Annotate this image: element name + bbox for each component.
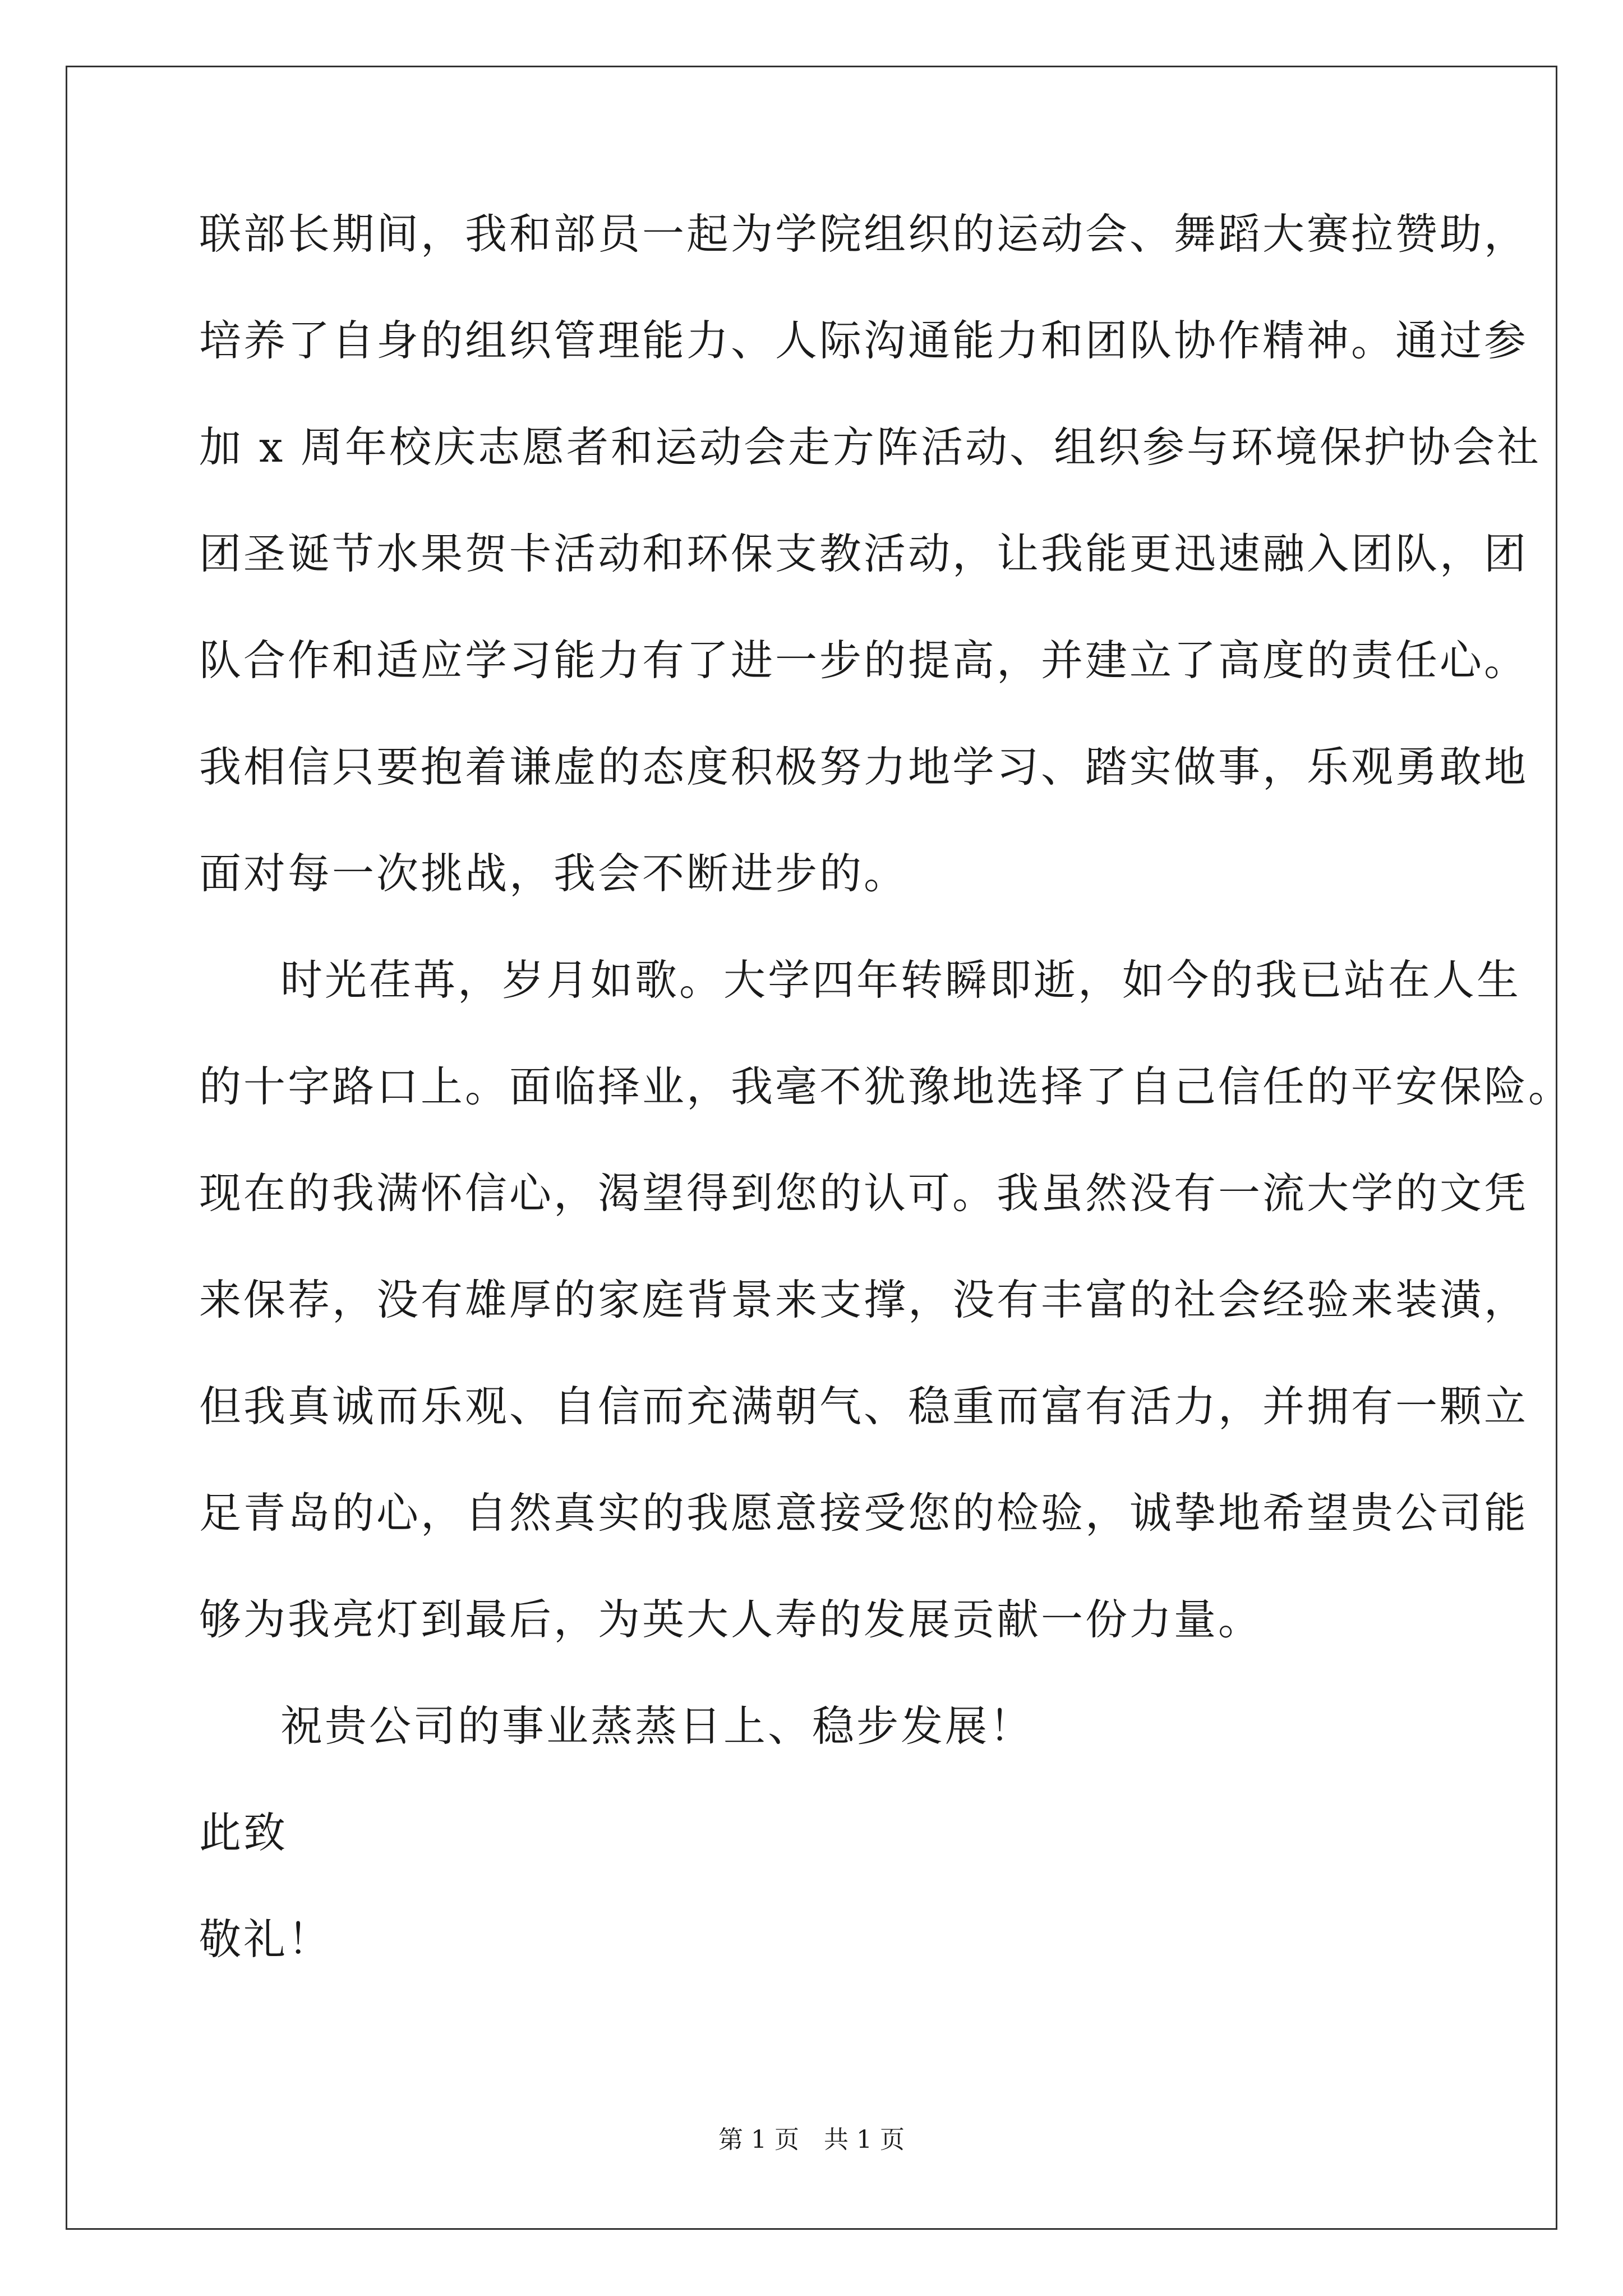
closing-salutation: 此致 xyxy=(199,1808,288,1857)
body-line-14: 够为我亮灯到最后，为英大人寿的发展贡献一份力量。 xyxy=(199,1595,1263,1644)
closing-wish: 祝贵公司的事业蒸蒸日上、稳步发展！ xyxy=(280,1701,1034,1751)
body-line-13: 足青岛的心，自然真实的我愿意接受您的检验，诚挚地希望贵公司能 xyxy=(199,1488,1529,1538)
body-line-6: 我相信只要抱着谦虚的态度积极努力地学习、踏实做事，乐观勇敢地 xyxy=(199,742,1529,792)
closing-regards: 敬礼！ xyxy=(199,1915,333,1964)
body-line-1: 联部长期间，我和部员一起为学院组织的运动会、舞蹈大赛拉赞助， xyxy=(199,209,1529,259)
page-number-footer: 第 1 页 共 1 页 xyxy=(718,2125,905,2154)
body-line-5: 队合作和适应学习能力有了进一步的提高，并建立了高度的责任心。 xyxy=(199,636,1529,685)
body-line-7: 面对每一次挑战，我会不断进步的。 xyxy=(199,849,909,898)
body-line-2: 培养了自身的组织管理能力、人际沟通能力和团队协作精神。通过参 xyxy=(199,316,1529,365)
page-border xyxy=(66,66,1557,2230)
body-line-11: 来保荐，没有雄厚的家庭背景来支撑，没有丰富的社会经验来装潢， xyxy=(199,1275,1529,1324)
body-line-4: 团圣诞节水果贺卡活动和环保支教活动，让我能更迅速融入团队，团 xyxy=(199,529,1529,578)
body-line-12: 但我真诚而乐观、自信而充满朝气、稳重而富有活力，并拥有一颗立 xyxy=(199,1382,1529,1431)
body-line-8: 时光荏苒，岁月如歌。大学四年转瞬即逝，如今的我已站在人生 xyxy=(280,955,1521,1005)
body-line-10: 现在的我满怀信心，渴望得到您的认可。我虽然没有一流大学的文凭 xyxy=(199,1168,1529,1218)
body-line-3: 加 x 周年校庆志愿者和运动会走方阵活动、组织参与环境保护协会社 xyxy=(199,422,1541,472)
body-line-9: 的十字路口上。面临择业，我毫不犹豫地选择了自己信任的平安保险。 xyxy=(199,1062,1573,1111)
